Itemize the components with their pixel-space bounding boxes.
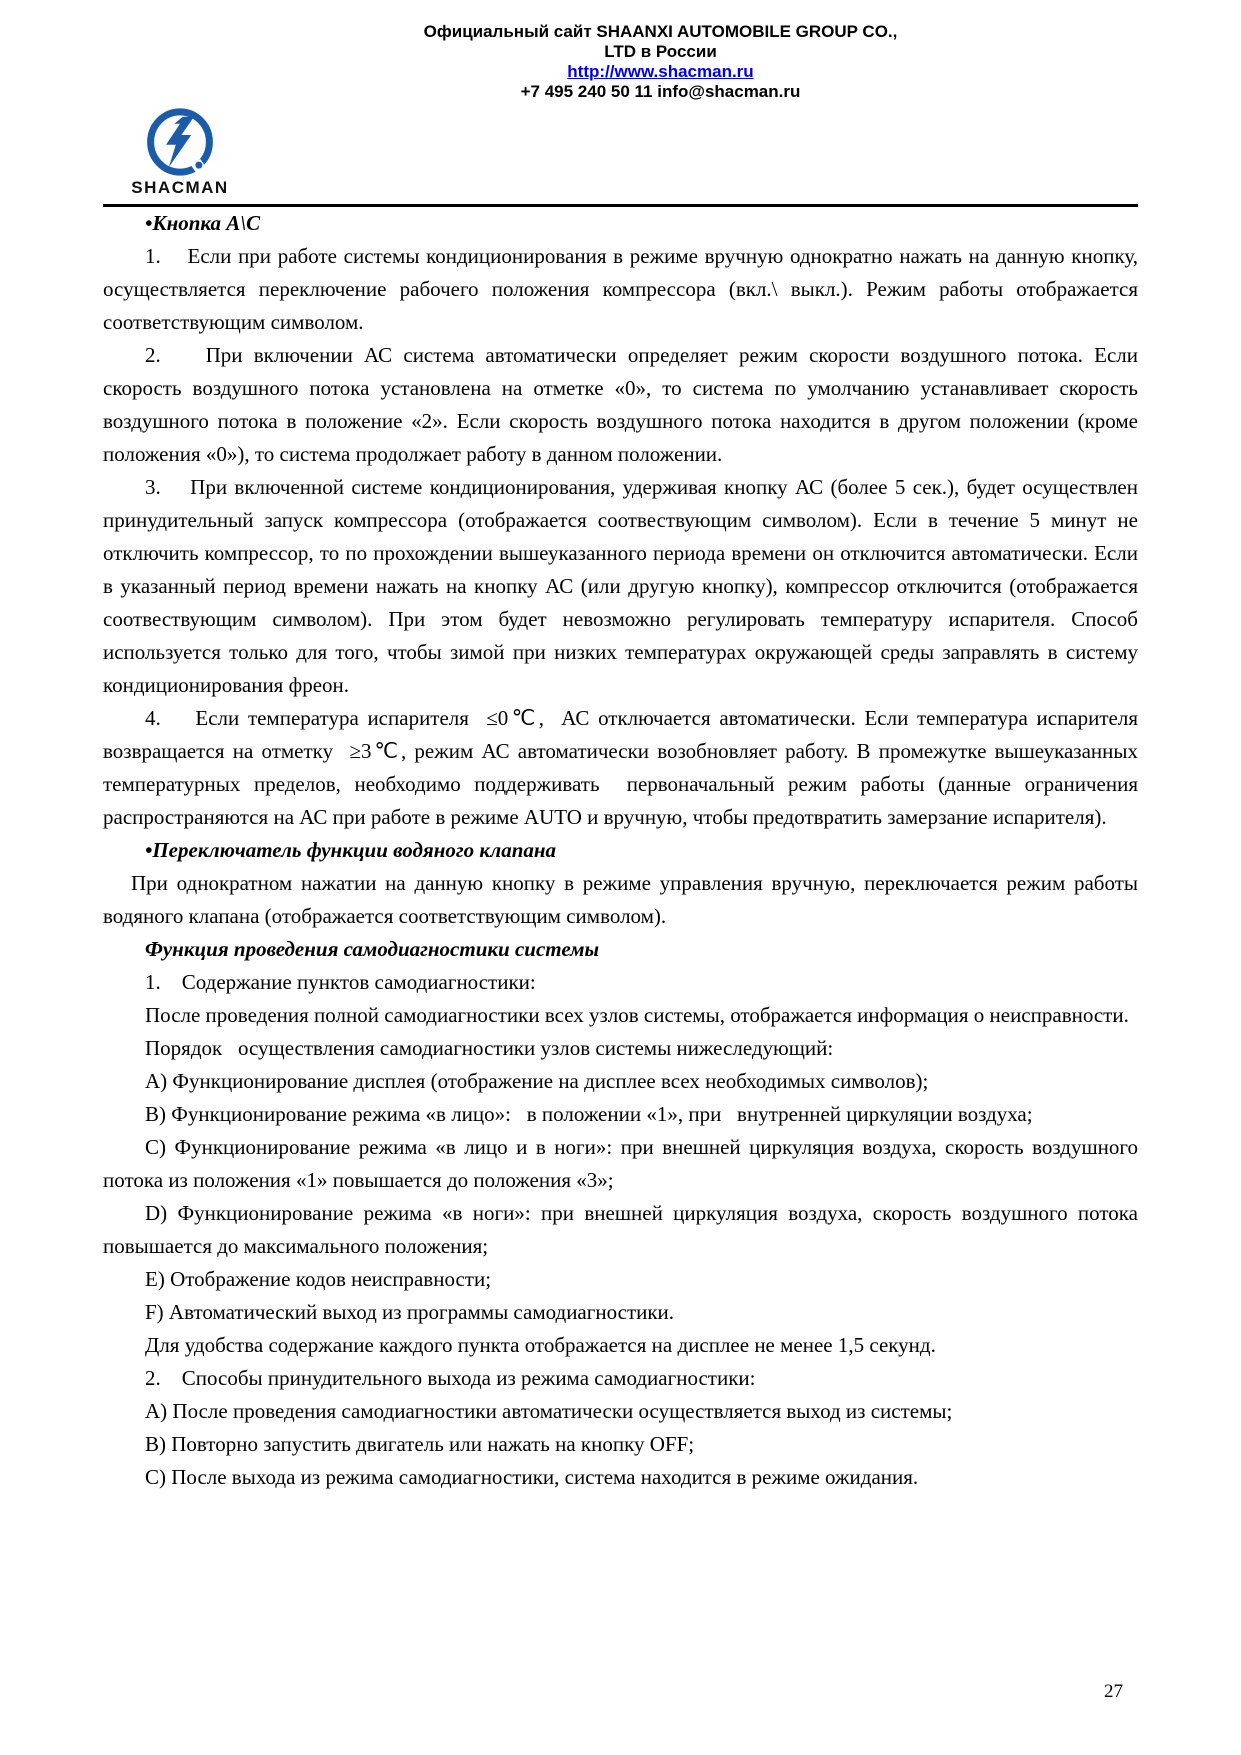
list-item-exit-c: C) После выхода из режима самодиагностики, система находится в режиме ожидания. <box>145 1465 919 1489</box>
paragraph-diag-item2: 2. Способы принудительного выхода из режима самодиагностики: <box>145 1366 756 1390</box>
shacman-logo-icon <box>145 108 215 176</box>
paragraph-ac-2: 2. При включении АС система автоматически определяет режим скорости воздушного потока. Если скорость воздушного потока установлена на отметке «0», то система по умолчанию устанавливает скорость воздушного потока в положение «2». Если скорость воздушного потока находится в другом положении (кроме положения «0»), то система продолжает работу в данном положении. <box>103 343 1138 466</box>
site-url-link[interactable]: http://www.shacman.ru <box>567 62 754 81</box>
list-item-f: F) Автоматический выход из программы самодиагностики. <box>145 1300 675 1324</box>
section-heading-water-valve: •Переключатель функции водяного клапана <box>145 838 557 862</box>
paragraph-diag-info: После проведения полной самодиагностики всех узлов системы, отображается информация о неисправности. <box>145 1003 1129 1027</box>
paragraph-water-valve: При однократном нажатии на данную кнопку в режиме управления вручную, переключается режим работы водяного клапана (отображается соответствующим символом). <box>103 871 1138 928</box>
brand-wordmark: SHACMAN <box>131 178 229 197</box>
letterhead-text <box>103 22 1138 102</box>
site-title-line1: Официальный сайт SHAANXI AUTOMOBILE GROUP CO., <box>423 22 898 41</box>
paragraph-ac-1: 1. Если при работе системы кондиционирования в режиме вручную однократно нажать на данную кнопку, осуществляется переключение рабочего положения компрессора (вкл.\ выкл.). Режим работы отображается соответствующим символом. <box>103 244 1138 334</box>
contact-line: +7 495 240 50 11 info@shacman.ru <box>520 82 801 101</box>
document-body <box>103 207 1138 1494</box>
paragraph-ac-4: 4. Если температура испарителя ≤0℃, АС отключается автоматически. Если температура испарителя возвращается на отметку ≥3℃, режим АС автоматически возобновляет работу. В промежутке вышеуказанных температурных пределов, необходимо поддерживать первоначальный режим работы (данные ограничения распространяются на АС при работе в режиме AUTO и вручную, чтобы предотвратить замерзание испарителя). <box>103 706 1138 829</box>
list-item-b: B) Функционирование режима «в лицо»: в положении «1», при внутренней циркуляции воздуха; <box>145 1102 1033 1126</box>
paragraph-diag-order: Порядок осуществления самодиагностики узлов системы нижеследующий: <box>145 1036 834 1060</box>
list-item-e: E) Отображение кодов неисправности; <box>145 1267 492 1291</box>
section-heading-ac-button: •Кнопка A\C <box>145 211 261 235</box>
list-item-d: D) Функционирование режима «в ноги»: при внешней циркуляция воздуха, скорость воздушного потока повышается до максимального положения; <box>103 1201 1138 1258</box>
list-item-exit-a: A) После проведения самодиагностики автоматически осуществляется выход из системы; <box>145 1399 953 1423</box>
shacman-logo <box>125 108 235 198</box>
paragraph-diag-item1: 1. Содержание пунктов самодиагностики: <box>145 970 536 994</box>
paragraph-ac-3: 3. При включенной системе кондиционирования, удерживая кнопку АС (более 5 сек.), будет осуществлен принудительный запуск компрессора (отображается соотвествующим символом). Если в течение 5 минут не отключить компрессор, то по прохождении вышеуказанного периода времени он отключится автоматически. Если в указанный период времени нажать на кнопку АС (или другую кнопку), компрессор отключится (отображается соотвествующим символом). При этом будет невозможно регулировать температуру испарителя. Способ используется только для того, чтобы зимой при низких температурах окружающей среды заправлять в систему кондиционирования фреон. <box>103 475 1138 697</box>
letterhead <box>103 0 1138 207</box>
page-number: 27 <box>1104 1681 1123 1702</box>
paragraph-diag-duration: Для удобства содержание каждого пункта отображается на дисплее не менее 1,5 секунд. <box>145 1333 936 1357</box>
list-item-exit-b: B) Повторно запустить двигатель или нажать на кнопку OFF; <box>145 1432 695 1456</box>
list-item-c: C) Функционирование режима «в лицо и в ноги»: при внешней циркуляция воздуха, скорость воздушного потока из положения «1» повышается до положения «3»; <box>103 1135 1138 1192</box>
site-title-line2: LTD в России <box>604 42 717 61</box>
section-heading-self-diagnostics: Функция проведения самодиагностики системы <box>145 937 600 961</box>
list-item-a: A) Функционирование дисплея (отображение на дисплее всех необходимых символов); <box>145 1069 929 1093</box>
